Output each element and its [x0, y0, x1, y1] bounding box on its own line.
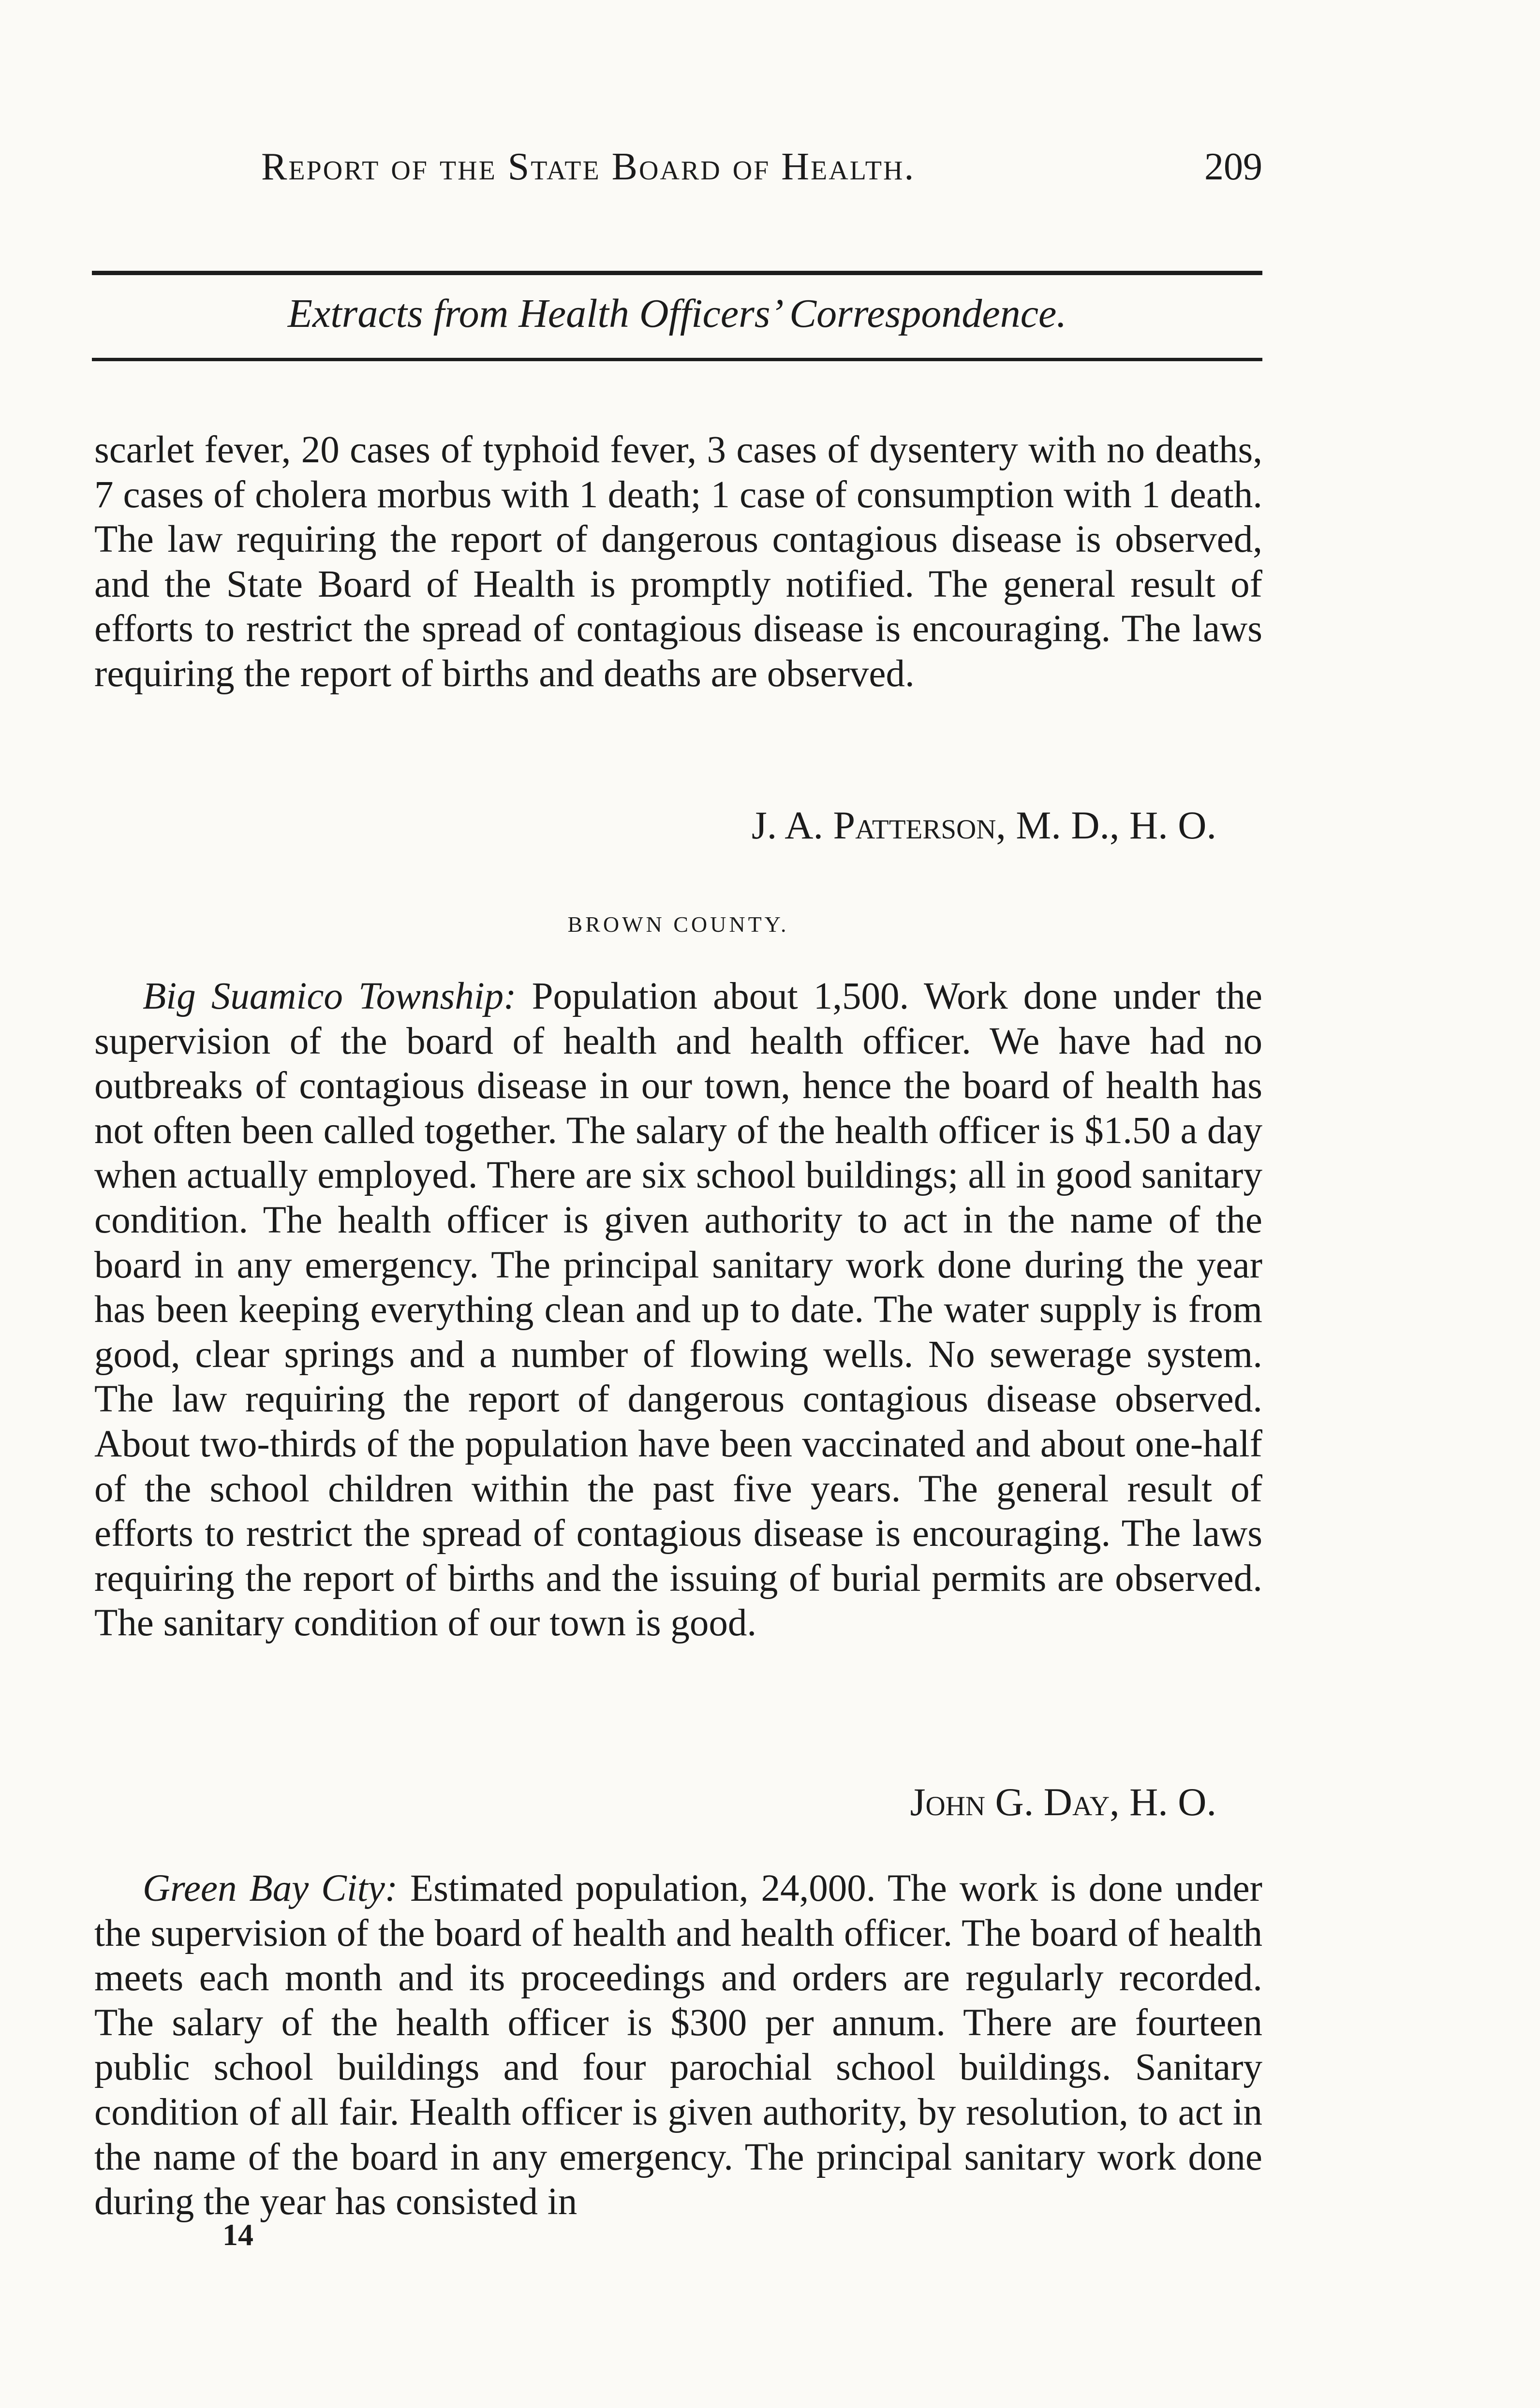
signature-day	[94, 1779, 1216, 1825]
signature-title: , M. D., H. O.	[996, 803, 1216, 847]
paragraph-text: Population about 1,500. Work done under the supervision of the board of health and health officer. We have had no outbreaks of contagious disease in our town, hence the board of health has not often been called together. The salary of the health officer is $1.50 a day when actually employed. There are six school buildings; all in good sanitary condition. The health officer is given authority to act in the name of the board in any emergency. The principal sanitary work done during the year has been keeping everything clean and up to date. The water supply is from good, clear springs and a number of flowing wells. No sewerage system. The law requiring the report of dangerous contagious disease observed. About two-thirds of the population have been vaccinated and about one-half of the school children within the past five years. The general result of efforts to restrict the spread of contagious disease is encouraging. The laws requiring the report of births and the issuing of burial permits are observed. The sanitary condition of our town is good.	[94, 975, 1262, 1644]
paragraph-continued	[94, 428, 1262, 697]
signature-title: , H. O.	[1110, 1780, 1216, 1824]
paragraph-big-suamico	[94, 974, 1262, 1646]
page-number: 209	[1204, 146, 1262, 188]
paragraph-text: scarlet fever, 20 cases of typhoid fever, 3 cases of dysentery with no deaths, 7 cases of cholera morbus with 1 death; 1 case of consumption with 1 death. The law requiring the report of dangerous contagious disease is observed, and the State Board of Health is promptly notified. The general result of efforts to restrict the spread of contagious disease is encouraging. The laws requiring the report of births and deaths are observed.	[94, 429, 1262, 695]
paragraph-text: Estimated population, 24,000. The work is done under the supervision of the board of health and health officer. The board of health meets each month and its proceedings and orders are regularly recorded. The salary of the health officer is $300 per annum. There are fourteen public school buildings and four parochial school buildings. Sanitary condition of all fair. Health officer is given authority, by resolution, to act in the name of the board in any emergency. The principal sanitary work done during the year has consisted in	[94, 1867, 1262, 2223]
signature-initials: J. A.	[751, 803, 823, 847]
paragraph-green-bay	[94, 1866, 1262, 2225]
signature-mark: 14	[222, 2217, 253, 2252]
running-title: Report of the State Board of Health.	[261, 146, 916, 188]
header-rule-top	[92, 271, 1262, 275]
signature-name: John G. Day	[910, 1780, 1110, 1824]
county-heading: BROWN COUNTY.	[567, 912, 789, 937]
signature-surname: Patterson	[833, 803, 996, 847]
section-title: Extracts from Health Officers’ Correspondence.	[287, 291, 1067, 336]
paragraph-lead: Big Suamico Township:	[143, 975, 517, 1017]
paragraph-lead: Green Bay City:	[143, 1867, 398, 1909]
signature-patterson	[94, 803, 1216, 848]
header-rule-bottom	[92, 358, 1262, 361]
